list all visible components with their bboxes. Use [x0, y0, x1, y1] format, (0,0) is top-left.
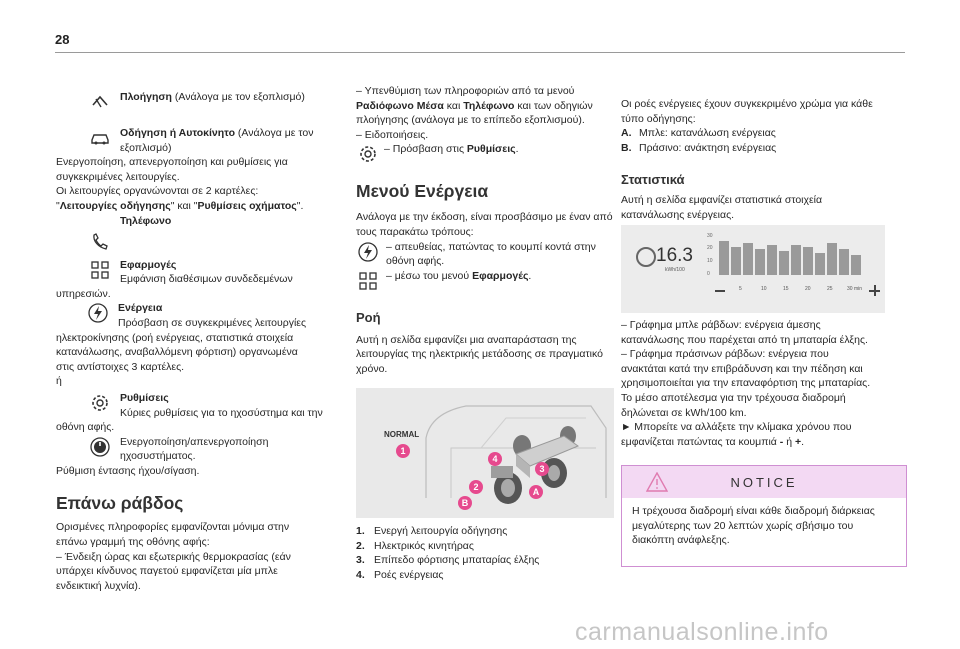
stats-explain-8: ► Μπορείτε να αλλάξετε την κλίμακα χρόνου που: [621, 421, 852, 434]
legend-item: 2. Ηλεκτρικός κινητήρας: [356, 539, 474, 552]
reminder-text-3: πλοήγησης (ανάλογα με το επίπεδο εξοπλισμού).: [356, 114, 585, 127]
x-tick: 20: [805, 286, 811, 292]
page-number: 28: [55, 32, 70, 47]
colour-text-2: τύπο οδήγησης:: [621, 112, 696, 125]
reminder-text-4: – Ειδοποιήσεις.: [356, 128, 429, 141]
stats-explain-6: Το μέσο αποτέλεσμα για την τρέχουσα διαδρομή: [621, 391, 846, 404]
colour-b: B. Πράσινο: ανάκτηση ενέργειας: [621, 141, 777, 154]
volume-knob-icon: [88, 435, 112, 459]
stats-text-2: κατανάλωσης ενέργειας.: [621, 208, 735, 221]
badge-a: A: [529, 485, 543, 499]
average-unit: kWh/100: [665, 267, 685, 273]
x-tick: 25: [827, 286, 833, 292]
stats-text-1: Αυτή η σελίδα εμφανίζει στατιστικά στοιχεία: [621, 194, 823, 207]
colour-text-1: Οι ροές ενέργειες έχουν συγκεκριμένο χρώμα για κάθε: [621, 98, 873, 110]
y-tick: 20: [707, 245, 713, 251]
average-value: 16.3: [656, 245, 693, 266]
notice-text-3: διακόπτη ανάφλεξης.: [632, 534, 730, 547]
header-rule: [55, 52, 905, 53]
drive-text-2: συγκεκριμένες λειτουργίες.: [56, 170, 180, 183]
y-tick: 10: [707, 258, 713, 264]
nav-title: Πλοήγηση: [120, 91, 172, 103]
settings-access-row: [356, 142, 618, 166]
flow-text-2: λειτουργίας της ηλεκτρικής μετάδοσης σε πραγματικό: [356, 348, 603, 361]
energy-text-4: στις αντίστοιχες 3 καρτέλες.: [56, 360, 185, 373]
y-tick: 0: [707, 271, 710, 277]
x-tick: 5: [739, 286, 742, 292]
colour-a: A. Μπλε: κατανάλωση ενέργειας: [621, 127, 776, 140]
stats-heading: Στατιστικά: [621, 172, 685, 188]
energy-entry: [88, 301, 328, 330]
notice-title: NOTICE: [730, 474, 798, 490]
x-tick: 10: [761, 286, 767, 292]
badge-2: 2: [469, 480, 483, 494]
navigation-icon: [88, 90, 112, 114]
column-3-lower: [621, 318, 905, 449]
stats-explain-4: ανακτάται κατά την επιβράδυνση και την πέδηση και: [621, 362, 863, 375]
energy-text-3: κατανάλωσης, αναβαλλόμενη φόρτιση) οργανωμένα: [56, 346, 298, 359]
energy-gauge-icon: [636, 247, 656, 267]
upper-bar-text-1: Ορισμένες πληροφορίες εμφανίζονται μόνιμα στην: [56, 521, 290, 534]
energy-bolt-icon: [86, 301, 110, 325]
drive-mode-label: NORMAL: [384, 430, 420, 439]
badge-1: 1: [396, 444, 410, 458]
notice-text-1: Η τρέχουσα διαδρομή είναι κάθε διαδρομή διάρκειας: [632, 505, 875, 517]
flow-text-1: Αυτή η σελίδα εμφανίζει μια αναπαράσταση της: [356, 333, 577, 346]
upper-bar-text-4: υπάρχει κίνδυνος παγετού εμφανίζεται μία μπλε: [56, 565, 278, 578]
energy-flow-figure: [356, 388, 614, 518]
apps-text-2: υπηρεσιών.: [56, 287, 111, 300]
apps-access-row: [356, 269, 618, 293]
energy-bolt-icon: [356, 240, 380, 264]
upper-bar-text-3: – Ένδειξη ώρας και εξωτερικής θερμοκρασίας (εάν: [56, 550, 291, 563]
flow-text-3: χρόνο.: [356, 362, 388, 375]
y-tick: 30: [707, 233, 713, 239]
scale-minus-button[interactable]: [715, 290, 725, 292]
energy-title: Ενέργεια: [118, 302, 163, 315]
upper-bar-heading: Επάνω ράβδος: [56, 493, 184, 514]
notice-text-2: μεγαλύτερης των 20 λεπτών χωρίς σβήσιμο του: [632, 519, 854, 532]
stats-explain-1: – Γράφημα μπλε ράβδων: ενέργεια άμεσης: [621, 319, 821, 331]
column-1: [56, 90, 328, 593]
reminder-text-1: – Υπενθύμιση των πληροφοριών από τα μενού: [356, 85, 575, 97]
energy-menu-text-4: οθόνη αφής.: [386, 255, 445, 268]
apps-entry: [88, 258, 328, 287]
nav-note: (Ανάλογα με τον εξοπλισμό): [171, 91, 305, 103]
onoff-text-1: Ενεργοποίηση/απενεργοποίηση: [120, 435, 269, 448]
badge-3: 3: [535, 462, 549, 476]
drive-title: Οδήγηση ή Αυτοκίνητο: [120, 127, 235, 139]
badge-4: 4: [488, 452, 502, 466]
vehicle-diagram: [356, 388, 614, 518]
notice-header: [622, 466, 906, 498]
legend-item: 1. Ενεργή λειτουργία οδήγησης: [356, 525, 508, 537]
settings-entry: [88, 391, 328, 420]
drive-text-3: Οι λειτουργίες οργανώνονται σε 2 καρτέλες:: [56, 185, 259, 198]
legend-item: 4. Ροές ενέργειας: [356, 568, 444, 581]
stats-explain-7: δηλώνεται σε kWh/100 km.: [621, 406, 747, 419]
settings-text-2: οθόνη αφής.: [56, 421, 115, 434]
watermark: carmanualsonline.info: [575, 618, 829, 646]
x-tick: 30 min: [847, 286, 863, 292]
energy-menu-text-1: Ανάλογα με την έκδοση, είναι προσβάσιμο με έναν από: [356, 211, 613, 224]
legend-item: 3. Επίπεδο φόρτισης μπαταρίας έλξης: [356, 554, 540, 567]
gear-icon: [88, 391, 112, 415]
energy-menu-text-2: τους παρακάτω τρόπους:: [356, 225, 474, 238]
statistics-screen-figure: [621, 225, 885, 313]
consumption-bars: [717, 235, 877, 275]
energy-menu-text-3: – απευθείας, πατώντας το κουμπί κοντά στην: [386, 240, 596, 253]
badge-b: B: [458, 496, 472, 510]
phone-icon: [88, 230, 112, 254]
stats-explain-5: χρησιμοποιείται για την επαναφόρτιση της μπαταρίας.: [621, 377, 871, 390]
or-text: ή: [56, 375, 62, 388]
car-icon: [88, 126, 112, 150]
stats-explain-3: – Γράφημα πράσινων ράβδων: ενέργεια που: [621, 348, 829, 361]
settings-title: Ρυθμίσεις: [120, 391, 169, 404]
flow-legend: [356, 524, 618, 582]
flow-heading: Ροή: [356, 309, 381, 325]
apps-grid-icon: [356, 269, 380, 293]
upper-bar-text-2: επάνω γραμμή της οθόνης αφής:: [56, 536, 210, 549]
scale-plus-button[interactable]: [869, 285, 880, 296]
x-tick: 15: [783, 286, 789, 292]
drive-entry: [88, 126, 328, 155]
apps-title: Εφαρμογές: [120, 258, 177, 271]
drive-text-1: Ενεργοποίηση, απενεργοποίηση και ρυθμίσεις για: [56, 156, 288, 169]
notice-body: [622, 498, 906, 554]
phone-title: Τηλέφωνο: [120, 214, 172, 227]
nav-entry: [88, 90, 328, 114]
drive-text-4: "Λειτουργίες οδήγησης" και "Ρυθμίσεις οχήματος".: [56, 199, 304, 212]
energy-text-1: Πρόσβαση σε συγκεκριμένες λειτουργίες: [118, 316, 307, 329]
drive-note: (Ανάλογα με τον εξοπλισμό): [120, 127, 314, 154]
stats-explain-9: εμφανίζεται πατώντας τα κουμπιά - ή +.: [621, 435, 805, 448]
warning-triangle-icon: [646, 472, 668, 492]
column-3: [621, 97, 905, 223]
reminder-text-2: Ραδιόφωνο Μέσα και Τηλέφωνο και των οδηγιών: [356, 99, 593, 112]
energy-menu-text-5: – μέσω του μενού Εφαρμογές.: [386, 269, 532, 282]
energy-menu-heading: Μενού Ενέργεια: [356, 181, 489, 202]
apps-text-1: Εμφάνιση διαθέσιμων συνδεδεμένων: [120, 273, 293, 286]
reminder-text-5: – Πρόσβαση στις Ρυθμίσεις.: [384, 143, 519, 156]
settings-text-1: Κύριες ρυθμίσεις για το ηχοσύστημα και την: [120, 406, 323, 419]
notice-box: [621, 465, 907, 567]
onoff-text-2: ηχοσυστήματος.: [120, 450, 196, 463]
column-2: [356, 84, 618, 377]
onoff-entry: [88, 435, 328, 464]
apps-grid-icon: [88, 258, 112, 282]
phone-entry: [88, 214, 328, 252]
volume-text: Ρύθμιση έντασης ήχου/σίγαση.: [56, 464, 200, 477]
upper-bar-text-5: ενδεικτική λυχνία).: [56, 579, 141, 592]
energy-text-2: ηλεκτροκίνησης (ροή ενέργειας, στατιστικά στοιχεία: [56, 331, 294, 344]
gear-icon: [356, 142, 380, 166]
direct-access-row: [356, 240, 618, 269]
stats-explain-2: κατανάλωσης που παρέχεται από τη μπαταρία έλξης.: [621, 333, 868, 346]
